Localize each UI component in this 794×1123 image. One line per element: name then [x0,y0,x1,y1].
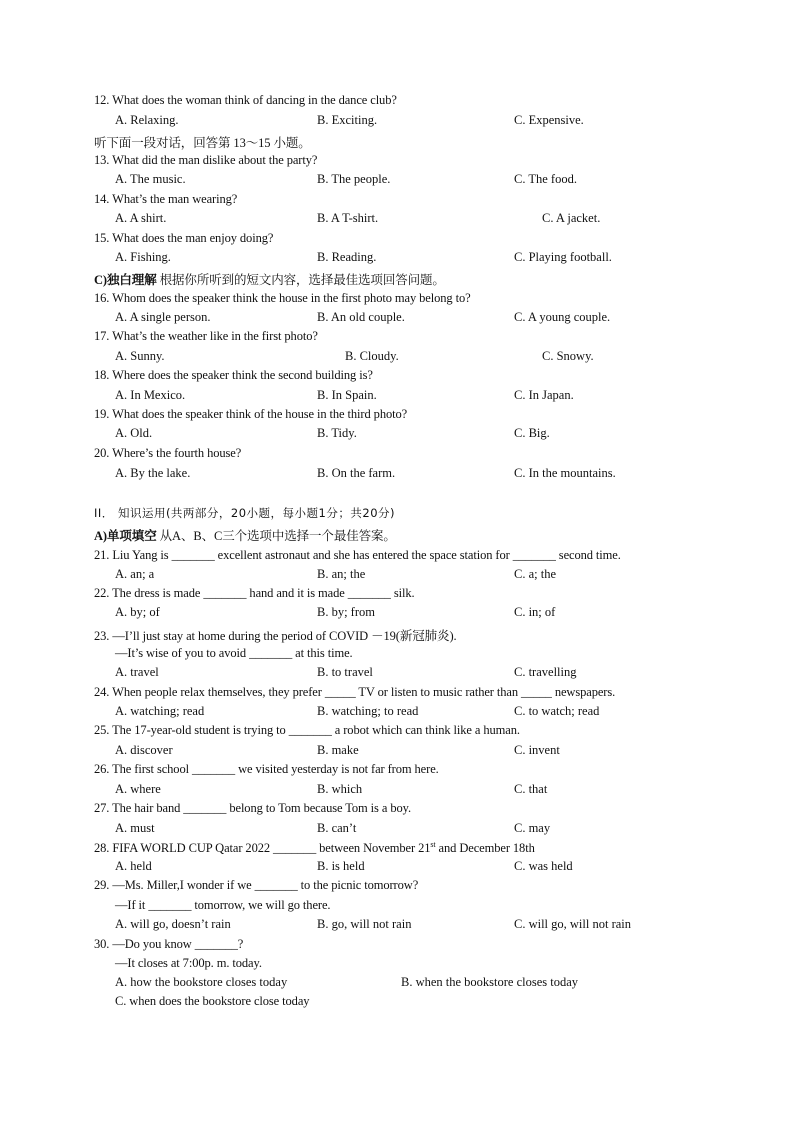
option-b: B. can’t [317,821,357,835]
question-text: 21. Liu Yang is _______ excellent astronaut and she has entered the space station for _______ second time. [94,548,621,562]
question-text-part: st [430,840,436,849]
option-c: C. A young couple. [514,310,611,324]
option-b: B. make [317,743,359,757]
question-text: 29. —Ms. Miller,I wonder if we _______ to the picnic tomorrow? [94,878,419,892]
option-b: B. Reading. [317,250,377,264]
question-text: 15. What does the man enjoy doing? [94,231,274,245]
question-text: 18. Where does the speaker think the second building is? [94,368,373,382]
option-c: C. a; the [514,567,557,581]
option-c: C. to watch; read [514,704,600,718]
section-heading [94,270,445,288]
option-c: C. Snowy. [542,349,594,363]
option-a: A. by; of [115,605,160,619]
question-text-part: 28. FIFA WORLD CUP Qatar 2022 _______ between November 21 [94,841,431,856]
option-a: A. an; a [115,567,155,581]
section-label: A)单项填空 [94,529,157,543]
option-a: A. A shirt. [115,211,167,225]
question-text: 12. What does the woman think of dancing in the dance club? [94,93,397,107]
option-a: A. A single person. [115,310,211,324]
option-c: C. will go, will not rain [514,917,632,931]
question-text: 25. The 17-year-old student is trying to _______ a robot which can think like a human. [94,723,520,737]
option-a: A. In Mexico. [115,388,186,402]
option-c: C. in; of [514,605,556,619]
option-a: A. Old. [115,426,153,440]
option-c: C. Playing football. [514,250,612,264]
question-text: 14. What’s the man wearing? [94,192,238,206]
option-b: B. an; the [317,567,366,581]
option-b: B. go, will not rain [317,917,412,931]
option-b: B. The people. [317,172,391,186]
option-c: C. invent [514,743,560,757]
option-c: C. The food. [514,172,577,186]
question-text: 30. —Do you know _______? [94,937,244,951]
question-text: 17. What’s the weather like in the first photo? [94,329,318,343]
question-text: —It’s wise of you to avoid _______ at this time. [115,646,353,660]
option-b: B. when the bookstore closes today [401,975,579,989]
option-c: C. A jacket. [542,211,601,225]
option-b: B. An old couple. [317,310,405,324]
section-heading [94,526,396,544]
option-a: A. travel [115,665,159,679]
option-c: C. Big. [514,426,550,440]
section-instruction: 从A、B、C三个选项中选择一个最佳答案。 [156,529,396,543]
option-c: C. In Japan. [514,388,574,402]
option-a: A. Relaxing. [115,113,179,127]
question-text: 20. Where’s the fourth house? [94,446,242,460]
option-b: B. to travel [317,665,373,679]
option-a: A. will go, doesn’t rain [115,917,231,931]
option-b: B. On the farm. [317,466,396,480]
option-b: B. In Spain. [317,388,377,402]
question-text: 听下面一段对话，回答第 13～15 小题。 [94,136,311,150]
question-text: 22. The dress is made _______ hand and it is made _______ silk. [94,586,415,600]
option-b: B. is held [317,859,365,873]
option-a: A. Fishing. [115,250,171,264]
option-c: C. was held [514,859,573,873]
option-a: A. held [115,859,152,873]
option-c: C. travelling [514,665,577,679]
option-a: A. must [115,821,155,835]
option-a: A. Sunny. [115,349,165,363]
section-title: II． 知识运用(共两部分，20小题，每小题1分；共20分) [94,506,395,520]
question-text: —It closes at 7:00p. m. today. [115,956,262,970]
option-b: B. Tidy. [317,426,357,440]
section-label: C)独白理解 [94,273,157,287]
option-b: B. which [317,782,363,796]
option-c: C. Expensive. [514,113,584,127]
question-text: 27. The hair band _______ belong to Tom because Tom is a boy. [94,801,411,815]
option-b: B. by; from [317,605,375,619]
option-a: A. how the bookstore closes today [115,975,288,989]
option-b: B. A T-shirt. [317,211,379,225]
option-a: A. where [115,782,161,796]
question-text [94,840,535,856]
question-text: 13. What did the man dislike about the party? [94,153,318,167]
question-text: 23. —I’ll just stay at home during the period of COVID －19(新冠肺炎). [94,629,457,643]
option-b: B. watching; to read [317,704,419,718]
question-text: —If it _______ tomorrow, we will go there. [115,898,331,912]
question-text: 16. Whom does the speaker think the house in the first photo may belong to? [94,291,471,305]
option-c: C. may [514,821,551,835]
option-b: B. Exciting. [317,113,378,127]
option-b: B. Cloudy. [345,349,399,363]
question-text-part: and December 18th [435,841,535,856]
option-a: A. discover [115,743,173,757]
section-instruction: 根据你所听到的短文内容，选择最佳选项回答问题。 [156,273,445,287]
option-c: C. In the mountains. [514,466,616,480]
option-a: A. watching; read [115,704,205,718]
question-text: 24. When people relax themselves, they prefer _____ TV or listen to music rather than _____ newspapers. [94,685,616,699]
option-a: A. By the lake. [115,466,191,480]
question-text: 26. The first school _______ we visited yesterday is not far from here. [94,762,439,776]
option-c: C. that [514,782,548,796]
option-a: A. The music. [115,172,186,186]
question-text: 19. What does the speaker think of the house in the third photo? [94,407,408,421]
question-text: C. when does the bookstore close today [115,994,310,1008]
